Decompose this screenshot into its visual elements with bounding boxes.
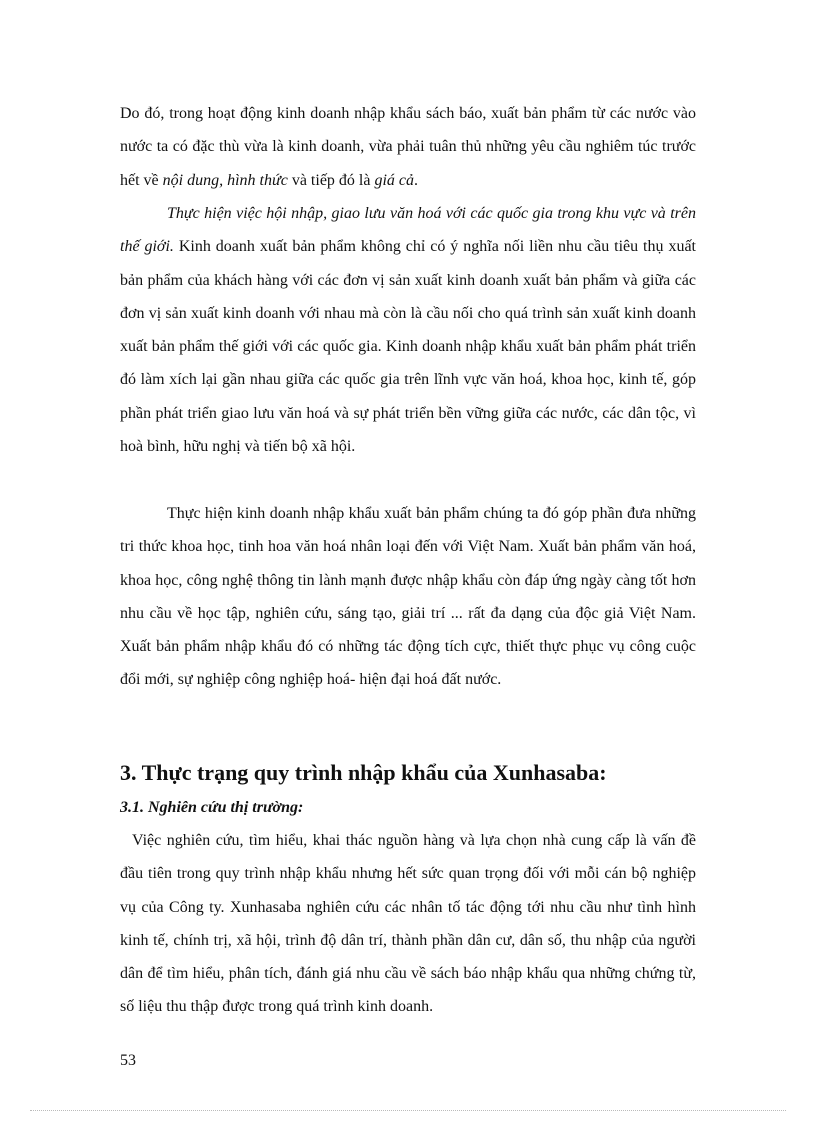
subsection-heading: 3.1. Nghiên cứu thị trường: (120, 799, 304, 816)
page-number: 53 (120, 1052, 136, 1069)
paragraph-import-specifics (120, 97, 696, 197)
text-segment: Kinh doanh xuất bản phẩm không chỉ có ý nghĩa nối liền nhu cầu tiêu thụ xuất bản phẩm của khách hàng với các đơn vị sản xuất kinh doanh xuất bản phẩm và giữa các đơn vị sản xuất kinh doanh với nhau mà còn là cầu nối cho quá trình sản xuất kinh doanh xuất bản phẩm thế giới với các quốc gia. Kinh doanh nhập khẩu xuất bản phẩm phát triển đó làm xích lại gần nhau giữa các quốc gia trên lĩnh vực văn hoá, khoa học, kinh tế, góp phần phát triển giao lưu văn hoá và sự phát triển bền vững giữa các nước, các dân tộc, vì hoà bình, hữu nghị và tiến bộ xã hội. (120, 238, 696, 456)
paragraph-market-research (120, 824, 696, 1024)
text-segment-italic: Thực hiện việc hội nhập, giao lưu văn hoá với các quốc gia trong khu vực và trên thế giới. (120, 205, 696, 256)
text-segment: Do đó, trong hoạt động kinh doanh nhập khẩu sách báo, xuất bản phẩm từ các nước vào nước ta có đặc thù vừa là kinh doanh, vừa phải tuân thủ những yêu cầu nghiêm túc trước hết về (120, 105, 696, 189)
text-segment: và tiếp đó là (287, 171, 375, 189)
paragraph-cultural-integration (120, 197, 696, 463)
text-segment: Việc nghiên cứu, tìm hiểu, khai thác nguồn hàng và lựa chọn nhà cung cấp là vấn đề đầu tiên trong quy trình nhập khẩu nhưng hết sức quan trọng đối với mỗi cán bộ nghiệp vụ của Công ty. Xunhasaba nghiên cứu các nhân tố tác động tới nhu cầu như tình hình kinh tế, chính trị, xã hội, trình độ dân trí, thành phần dân cư, dân số, thu nhập của người dân để tìm hiểu, phân tích, đánh giá nhu cầu về sách báo nhập khẩu qua những chứng từ, số liệu thu thập được trong quá trình kinh doanh. (120, 832, 696, 1016)
text-segment: Thực hiện kinh doanh nhập khẩu xuất bản phẩm chúng ta đó góp phần đưa những tri thức khoa học, tinh hoa văn hoá nhân loại đến với Việt Nam. Xuất bản phẩm văn hoá, khoa học, công nghệ thông tin lành mạnh được nhập khẩu còn đáp ứng ngày càng tốt hơn nhu cầu về học tập, nghiên cứu, sáng tạo, giải trí ... rất đa dạng của độc giả Việt Nam. Xuất bản phẩm nhập khẩu đó có những tác động tích cực, thiết thực phục vụ công cuộc đổi mới, sự nghiệp công nghiệp hoá- hiện đại hoá đất nước. (120, 505, 696, 689)
text-segment-italic: giá cả (374, 171, 415, 189)
text-segment: . (414, 171, 419, 189)
paragraph-knowledge-transfer (120, 497, 696, 697)
page-bottom-divider (30, 1110, 786, 1111)
text-segment-italic: nội dung, hình thức (162, 171, 288, 189)
section-heading: 3. Thực trạng quy trình nhập khẩu của Xunhasaba: (120, 760, 607, 785)
